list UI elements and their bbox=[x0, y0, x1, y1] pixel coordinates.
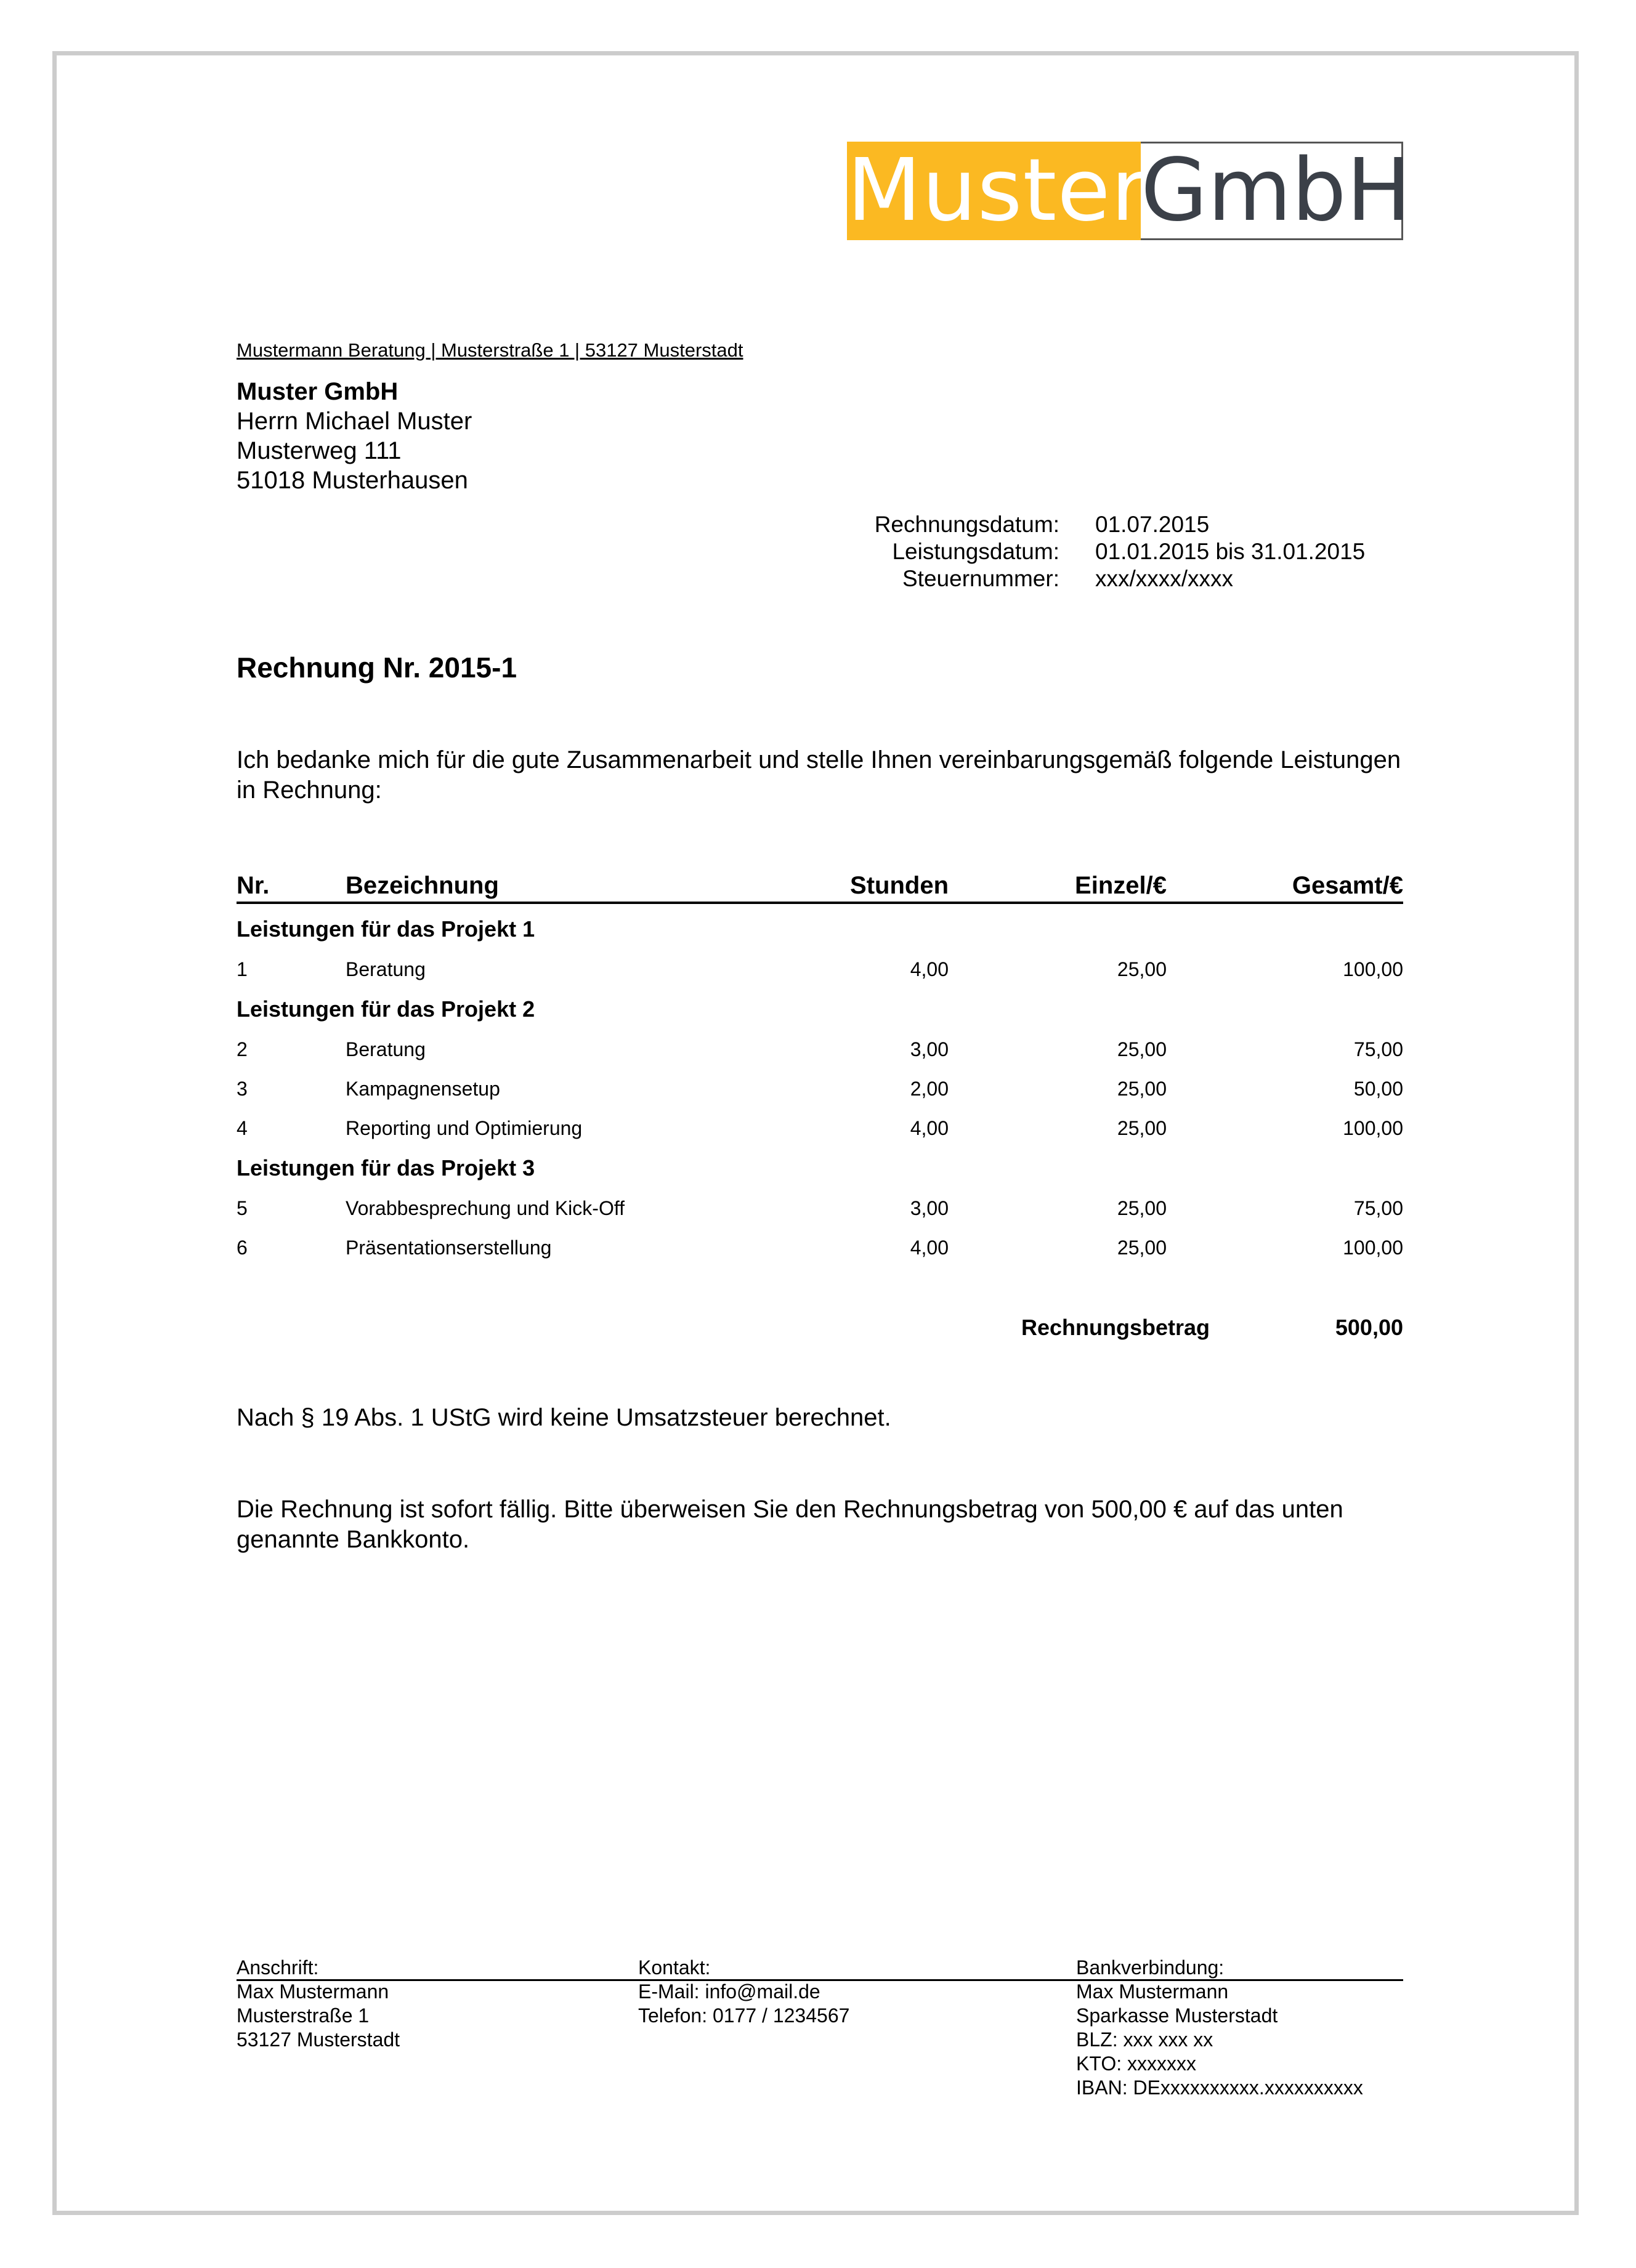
cell-total: 100,00 bbox=[1343, 1117, 1403, 1139]
header-total: Gesamt/€ bbox=[1292, 872, 1403, 899]
meta-row-invoice-date bbox=[801, 511, 1365, 538]
cell-unit-price: 25,00 bbox=[1117, 1038, 1167, 1060]
cell-nr: 4 bbox=[237, 1117, 248, 1139]
cell-description: Beratung bbox=[346, 1038, 426, 1060]
footer-heading: Kontakt: bbox=[638, 1956, 711, 1979]
footer-heading: Anschrift: bbox=[237, 1956, 319, 1979]
company-logo bbox=[847, 140, 1412, 241]
footer-address bbox=[237, 1956, 400, 2052]
cell-hours: 4,00 bbox=[910, 958, 949, 980]
meta-label: Steuernummer: bbox=[902, 566, 1059, 591]
cell-nr: 5 bbox=[237, 1197, 248, 1219]
meta-value: xxx/xxxx/xxxx bbox=[1095, 566, 1234, 591]
cell-description: Vorabbesprechung und Kick-Off bbox=[346, 1197, 625, 1219]
cell-description: Beratung bbox=[346, 958, 426, 980]
footer-line-text: BLZ: xxx xxx xx bbox=[1076, 2028, 1213, 2051]
table-row bbox=[237, 1223, 1403, 1262]
total-label: Rechnungsbetrag bbox=[1021, 1315, 1210, 1340]
footer-line-text: Musterstraße 1 bbox=[237, 2004, 370, 2027]
footer-line-text: IBAN: DExxxxxxxxxx.xxxxxxxxxx bbox=[1076, 2076, 1363, 2099]
cell-total: 100,00 bbox=[1343, 958, 1403, 980]
footer-line-text: KTO: xxxxxxx bbox=[1076, 2052, 1196, 2075]
table-row bbox=[237, 1025, 1403, 1064]
cell-unit-price: 25,00 bbox=[1117, 1197, 1167, 1219]
cell-nr: 3 bbox=[237, 1078, 248, 1100]
group-heading bbox=[237, 904, 1403, 945]
header-unit-price: Einzel/€ bbox=[1075, 872, 1167, 899]
invoice-meta bbox=[801, 511, 1365, 592]
footer-bank bbox=[1076, 1956, 1363, 2100]
cell-unit-price: 25,00 bbox=[1117, 1117, 1167, 1139]
cell-unit-price: 25,00 bbox=[1117, 1078, 1167, 1100]
logo-right-text: GmbH bbox=[1141, 140, 1412, 241]
footer-email: E-Mail: info@mail.de bbox=[638, 1980, 820, 2003]
table-row bbox=[237, 1064, 1403, 1104]
recipient-company: Muster GmbH bbox=[237, 378, 399, 405]
sender-line: Mustermann Beratung | Musterstraße 1 | 53127 Musterstadt bbox=[237, 339, 743, 361]
footer-line-text: Max Mustermann bbox=[1076, 1980, 1229, 2003]
group-title: Leistungen für das Projekt 3 bbox=[237, 1155, 535, 1180]
table-header bbox=[237, 870, 1403, 904]
intro-text: Ich bedanke mich für die gute Zusammenarbeit und stelle Ihnen vereinbarungsgemäß folgende Leistungen in Rechnung: bbox=[237, 746, 1401, 804]
cell-hours: 4,00 bbox=[910, 1117, 949, 1139]
invoice-table bbox=[237, 870, 1403, 1262]
meta-row-tax-number bbox=[801, 565, 1365, 592]
logo-left-text: Muster bbox=[847, 140, 1148, 241]
group-heading bbox=[237, 984, 1403, 1025]
cell-total: 50,00 bbox=[1353, 1078, 1403, 1100]
cell-hours: 3,00 bbox=[910, 1038, 949, 1060]
group-title: Leistungen für das Projekt 1 bbox=[237, 916, 535, 942]
cell-total: 75,00 bbox=[1353, 1038, 1403, 1060]
cell-nr: 2 bbox=[237, 1038, 248, 1060]
cell-total: 100,00 bbox=[1343, 1237, 1403, 1259]
meta-value: 01.07.2015 bbox=[1095, 512, 1210, 537]
header-nr: Nr. bbox=[237, 872, 270, 899]
cell-total: 75,00 bbox=[1353, 1197, 1403, 1219]
footer-heading: Bankverbindung: bbox=[1076, 1956, 1225, 1979]
cell-description: Kampagnensetup bbox=[346, 1078, 500, 1100]
meta-label: Leistungsdatum: bbox=[892, 539, 1059, 564]
table-row bbox=[237, 945, 1403, 984]
group-title: Leistungen für das Projekt 2 bbox=[237, 996, 535, 1022]
cell-nr: 6 bbox=[237, 1237, 248, 1259]
recipient-street: Musterweg 111 bbox=[237, 437, 402, 464]
header-hours: Stunden bbox=[850, 872, 949, 899]
footer-phone: Telefon: 0177 / 1234567 bbox=[638, 2004, 850, 2027]
invoice-title: Rechnung Nr. 2015-1 bbox=[237, 652, 517, 684]
payment-note: Die Rechnung ist sofort fällig. Bitte überweisen Sie den Rechnungsbetrag von 500,00 € auf das unten genannte Bankkonto. bbox=[237, 1496, 1343, 1553]
table-row bbox=[237, 1184, 1403, 1223]
recipient-address bbox=[237, 377, 472, 495]
recipient-name: Herrn Michael Muster bbox=[237, 408, 472, 435]
cell-hours: 2,00 bbox=[910, 1078, 949, 1100]
meta-row-service-date bbox=[801, 538, 1365, 565]
footer-line-text: Max Mustermann bbox=[237, 1980, 389, 2003]
meta-label: Rechnungsdatum: bbox=[874, 512, 1059, 537]
cell-nr: 1 bbox=[237, 958, 248, 980]
recipient-city: 51018 Musterhausen bbox=[237, 467, 468, 494]
footer-contact bbox=[638, 1956, 849, 2028]
tax-note: Nach § 19 Abs. 1 UStG wird keine Umsatzsteuer berechnet. bbox=[237, 1404, 891, 1431]
meta-value: 01.01.2015 bis 31.01.2015 bbox=[1095, 539, 1366, 564]
total-value: 500,00 bbox=[1335, 1315, 1403, 1340]
cell-hours: 4,00 bbox=[910, 1237, 949, 1259]
cell-unit-price: 25,00 bbox=[1117, 958, 1167, 980]
header-description: Bezeichnung bbox=[346, 872, 499, 899]
cell-unit-price: 25,00 bbox=[1117, 1237, 1167, 1259]
footer-line-text: Sparkasse Musterstadt bbox=[1076, 2004, 1278, 2027]
table-row bbox=[237, 1104, 1403, 1143]
group-heading bbox=[237, 1143, 1403, 1184]
cell-hours: 3,00 bbox=[910, 1197, 949, 1219]
cell-description: Reporting und Optimierung bbox=[346, 1117, 583, 1139]
cell-description: Präsentationserstellung bbox=[346, 1237, 552, 1259]
footer-line-text: 53127 Musterstadt bbox=[237, 2028, 400, 2051]
